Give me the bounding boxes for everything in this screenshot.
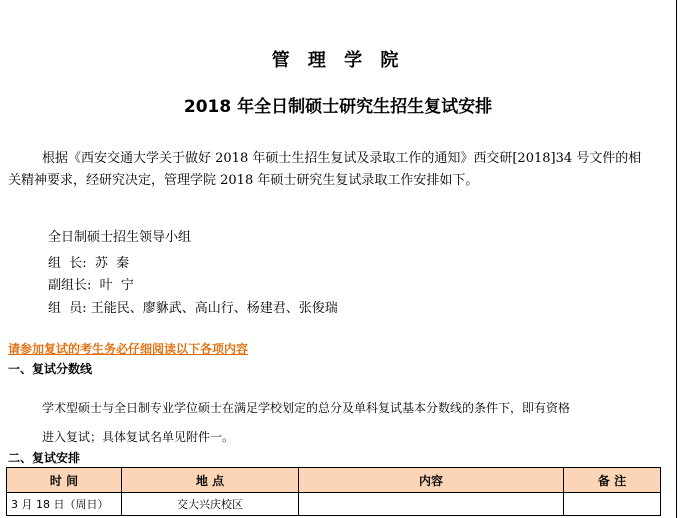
section1-line1: 学术型硕士与全日制专业学位硕士在满足学校划定的总分及单科复试基本分数线的条件下，即有资格 <box>42 401 571 415</box>
page-border <box>676 0 677 518</box>
notice-link[interactable]: 请参加复试的考生务必仔细阅读以下各项内容 <box>8 342 249 356</box>
leader-line: 组 长: 苏 秦 <box>48 256 130 271</box>
row-notes <box>564 493 661 516</box>
header-notes: 备 注 <box>564 468 661 493</box>
header-time: 时 间 <box>7 468 122 493</box>
leadership-heading: 全日制硕士招生领导小组 <box>48 230 192 245</box>
header-content: 内容 <box>299 468 564 493</box>
page-title: 2018 年全日制硕士研究生招生复试安排 <box>183 97 493 117</box>
table-row <box>7 493 661 516</box>
section1-title: 一、复试分数线 <box>8 362 93 376</box>
org-title: 管 理 学 院 <box>271 50 405 71</box>
header-place: 地 点 <box>122 468 299 493</box>
row-content <box>299 493 564 516</box>
schedule-table <box>6 467 661 516</box>
members-line: 组 员: 王能民、廖貅武、高山行、杨建君、张俊瑞 <box>48 301 338 316</box>
section1-line2: 进入复试；具体复试名单见附件一。 <box>42 430 235 444</box>
intro-paragraph <box>8 148 648 192</box>
row-place: 交大兴庆校区 <box>122 493 299 516</box>
intro-text: 根据《西安交通大学关于做好 2018 年硕士生招生复试及录取工作的通知》西交研[2018]34 号文件的相关精神要求，经研究决定，管理学院 2018 年硕士研究生复试录取工作安排如下。 <box>8 151 642 188</box>
row-time: 3 月 18 日（周日） <box>7 493 122 516</box>
deputy-line: 副组长: 叶 宁 <box>48 278 134 293</box>
table-header-row <box>7 468 661 493</box>
section2-title: 二、复试安排 <box>8 451 81 465</box>
